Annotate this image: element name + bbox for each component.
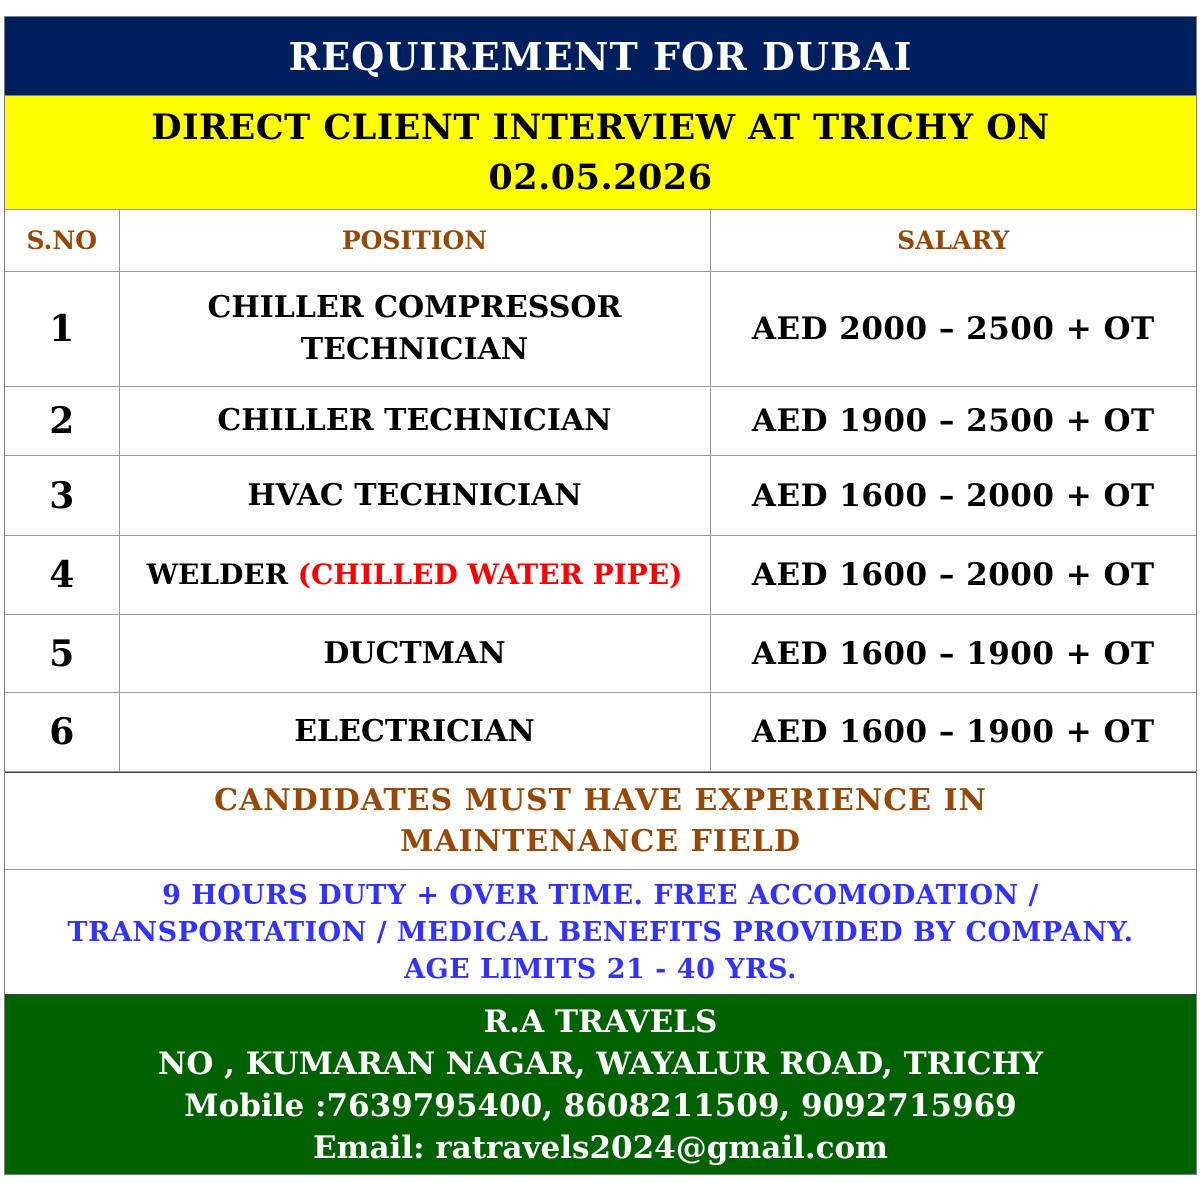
- column-header-salary: SALARY: [710, 210, 1196, 272]
- position-title: DUCTMAN: [323, 635, 506, 671]
- job-poster: [4, 16, 1197, 1175]
- table-row: [5, 693, 1196, 772]
- agency-contact: [5, 994, 1196, 1175]
- row-sno: 6: [5, 693, 119, 772]
- row-sno: 5: [5, 615, 119, 693]
- position-title: CHILLER TECHNICIAN: [217, 403, 612, 438]
- table-header-row: [5, 210, 1196, 272]
- table-row: [5, 272, 1196, 387]
- interview-banner: DIRECT CLIENT INTERVIEW AT TRICHY ON 02.05.2026: [5, 95, 1196, 209]
- benefits-info: 9 HOURS DUTY + OVER TIME. FREE ACCOMODATION / TRANSPORTATION / MEDICAL BENEFITS PROVIDED BY COMPANY. AGE LIMITS 21 - 40 YRS.: [5, 869, 1196, 994]
- row-sno: 3: [5, 456, 119, 536]
- row-position: [119, 387, 710, 456]
- row-position: [119, 693, 710, 772]
- agency-address: NO , KUMARAN NAGAR, WAYALUR ROAD, TRICHY: [158, 1045, 1043, 1082]
- row-salary: AED 1600 – 1900 + OT: [710, 615, 1196, 693]
- position-note: (CHILLED WATER PIPE): [297, 558, 683, 591]
- table-row: [5, 615, 1196, 693]
- position-title: CHILLER COMPRESSOR TECHNICIAN: [207, 290, 622, 367]
- agency-mobile: Mobile :7639795400, 8608211509, 9092715969: [184, 1087, 1017, 1124]
- position-title: WELDER: [146, 558, 288, 591]
- poster-title: REQUIREMENT FOR DUBAI: [5, 16, 1196, 95]
- row-position: [119, 272, 710, 387]
- table-row: [5, 387, 1196, 456]
- row-position: [119, 456, 710, 536]
- row-sno: 4: [5, 536, 119, 615]
- table-row: [5, 536, 1196, 615]
- row-salary: AED 1600 – 2000 + OT: [710, 536, 1196, 615]
- column-header-sno: S.NO: [5, 210, 119, 272]
- table-row: [5, 456, 1196, 536]
- row-position: [119, 536, 710, 615]
- row-position: [119, 615, 710, 693]
- position-title: ELECTRICIAN: [294, 714, 535, 749]
- column-header-position: POSITION: [119, 210, 710, 272]
- row-sno: 2: [5, 387, 119, 456]
- row-sno: 1: [5, 272, 119, 387]
- position-title: HVAC TECHNICIAN: [247, 477, 582, 513]
- row-salary: AED 1600 – 1900 + OT: [710, 693, 1196, 772]
- experience-requirement: CANDIDATES MUST HAVE EXPERIENCE IN MAINTENANCE FIELD: [5, 772, 1196, 869]
- row-salary: AED 1600 – 2000 + OT: [710, 456, 1196, 536]
- row-salary: AED 1900 – 2500 + OT: [710, 387, 1196, 456]
- agency-name: R.A TRAVELS: [483, 1003, 718, 1040]
- row-salary: AED 2000 – 2500 + OT: [710, 272, 1196, 387]
- positions-table: [5, 209, 1196, 772]
- agency-email: Email: ratravels2024@gmail.com: [313, 1129, 888, 1166]
